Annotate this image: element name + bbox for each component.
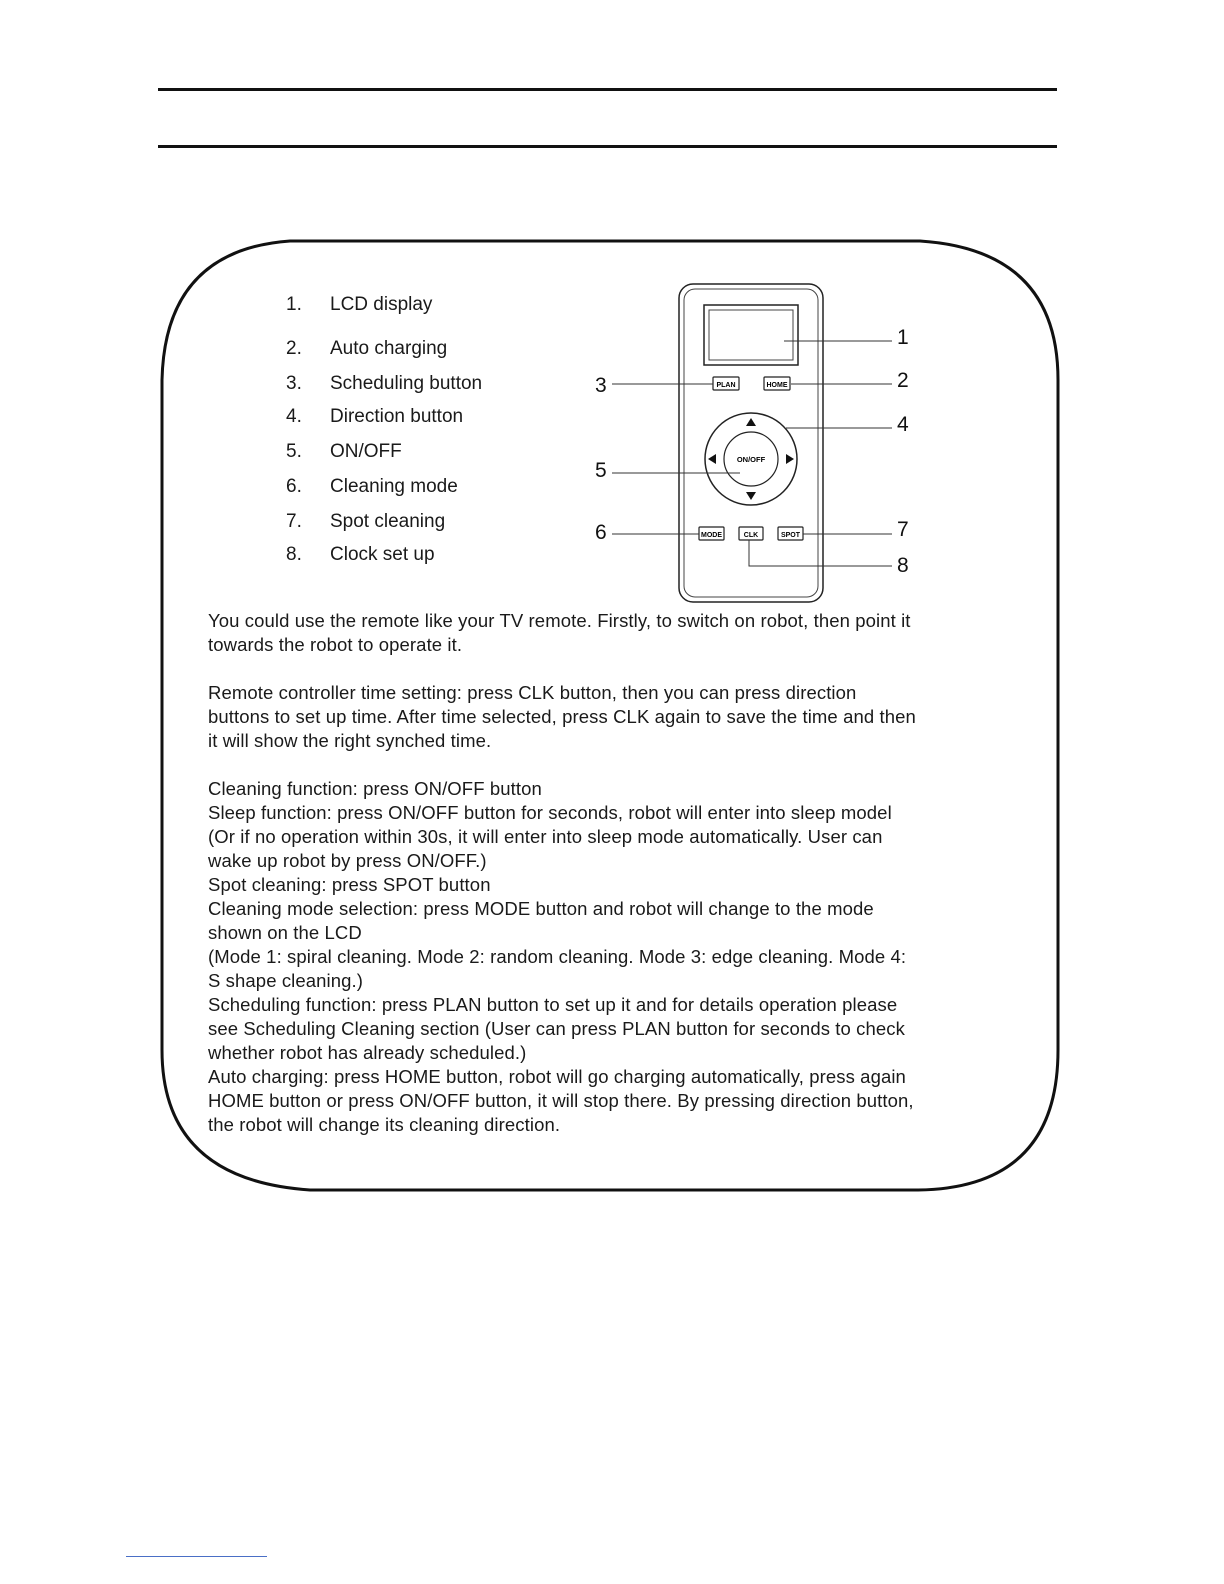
legend-item-5	[286, 441, 402, 463]
legend-item-8	[286, 544, 435, 566]
remote-diagram	[592, 282, 922, 604]
legend-item-6	[286, 476, 458, 498]
legend-num: 1.	[286, 294, 302, 315]
text-line: it will show the right synched time.	[208, 730, 492, 751]
text-line: (Or if no operation within 30s, it will enter into sleep mode automatically. User can	[208, 826, 883, 847]
text-line: Sleep function: press ON/OFF button for seconds, robot will enter into sleep model	[208, 802, 892, 823]
text-line: towards the robot to operate it.	[208, 634, 463, 655]
callout-3: 3	[595, 374, 607, 397]
text-line: Remote controller time setting: press CLK button, then you can press direction	[208, 682, 857, 703]
callout-8: 8	[897, 554, 909, 577]
legend-num: 8.	[286, 544, 302, 565]
callout-6: 6	[595, 521, 607, 544]
legend-label: Spot cleaning	[330, 511, 446, 532]
legend-num: 6.	[286, 476, 302, 497]
legend-num: 4.	[286, 406, 302, 427]
mode-button	[699, 527, 724, 540]
legend-item-1	[286, 294, 432, 316]
text-line: You could use the remote like your TV remote. Firstly, to switch on robot, then point it	[208, 610, 911, 631]
callout-2: 2	[897, 369, 909, 392]
legend-item-7	[286, 511, 445, 533]
footer-link-underline[interactable]	[126, 1556, 267, 1557]
text-line: buttons to set up time. After time selected, press CLK again to save the time and then	[208, 706, 916, 727]
text-line: wake up robot by press ON/OFF.)	[208, 850, 487, 871]
legend-num: 3.	[286, 373, 302, 394]
callout-1: 1	[897, 326, 909, 349]
lcd-display	[704, 305, 798, 365]
text-line: Cleaning function: press ON/OFF button	[208, 778, 542, 799]
legend-label: ON/OFF	[330, 441, 402, 462]
arrow-left-icon	[708, 454, 716, 464]
arrow-up-icon	[746, 418, 756, 426]
legend-item-2	[286, 338, 447, 360]
legend-item-3	[286, 373, 482, 395]
plan-button-label: PLAN	[716, 382, 736, 389]
spot-button-label: SPOT	[780, 532, 801, 539]
callout-5: 5	[595, 459, 607, 482]
arrow-right-icon	[786, 454, 794, 464]
remote-body	[679, 284, 823, 602]
arrow-down-icon	[746, 492, 756, 500]
text-line: (Mode 1: spiral cleaning. Mode 2: random cleaning. Mode 3: edge cleaning. Mode 4:	[208, 946, 907, 967]
text-line: HOME button or press ON/OFF button, it will stop there. By pressing direction button,	[208, 1090, 914, 1111]
home-button-label: HOME	[766, 382, 788, 389]
clk-button-label: CLK	[743, 532, 759, 539]
legend-label: Scheduling button	[330, 373, 483, 394]
legend-item-4	[286, 406, 463, 428]
text-line: Spot cleaning: press SPOT button	[208, 874, 491, 895]
legend-label: Auto charging	[330, 338, 448, 359]
text-line: Auto charging: press HOME button, robot will go charging automatically, press again	[208, 1066, 906, 1087]
spot-button	[778, 527, 803, 540]
legend-label: Clock set up	[330, 544, 435, 565]
functions-paragraph	[208, 777, 1008, 1137]
text-line: S shape cleaning.)	[208, 970, 364, 991]
plan-button	[713, 377, 739, 390]
home-button	[764, 377, 790, 390]
legend-label: LCD display	[330, 294, 433, 315]
legend-label: Cleaning mode	[330, 476, 458, 497]
text-line: the robot will change its cleaning direction.	[208, 1114, 561, 1135]
callout-7: 7	[897, 518, 909, 541]
intro-paragraph	[208, 609, 1008, 657]
legend-num: 7.	[286, 511, 302, 532]
legend-label: Direction button	[330, 406, 464, 427]
legend-num: 2.	[286, 338, 302, 359]
text-line: whether robot has already scheduled.)	[208, 1042, 527, 1063]
text-line: see Scheduling Cleaning section (User can press PLAN button for seconds to check	[208, 1018, 905, 1039]
legend-num: 5.	[286, 441, 302, 462]
mode-button-label: MODE	[701, 532, 722, 539]
text-line: Cleaning mode selection: press MODE button and robot will change to the mode	[208, 898, 874, 919]
onoff-button-label: ON/OFF	[736, 455, 766, 464]
time-setting-paragraph	[208, 681, 1008, 753]
text-line: shown on the LCD	[208, 922, 362, 943]
callout-4: 4	[897, 413, 909, 436]
text-line: Scheduling function: press PLAN button to set up it and for details operation please	[208, 994, 898, 1015]
clk-button	[739, 527, 763, 540]
